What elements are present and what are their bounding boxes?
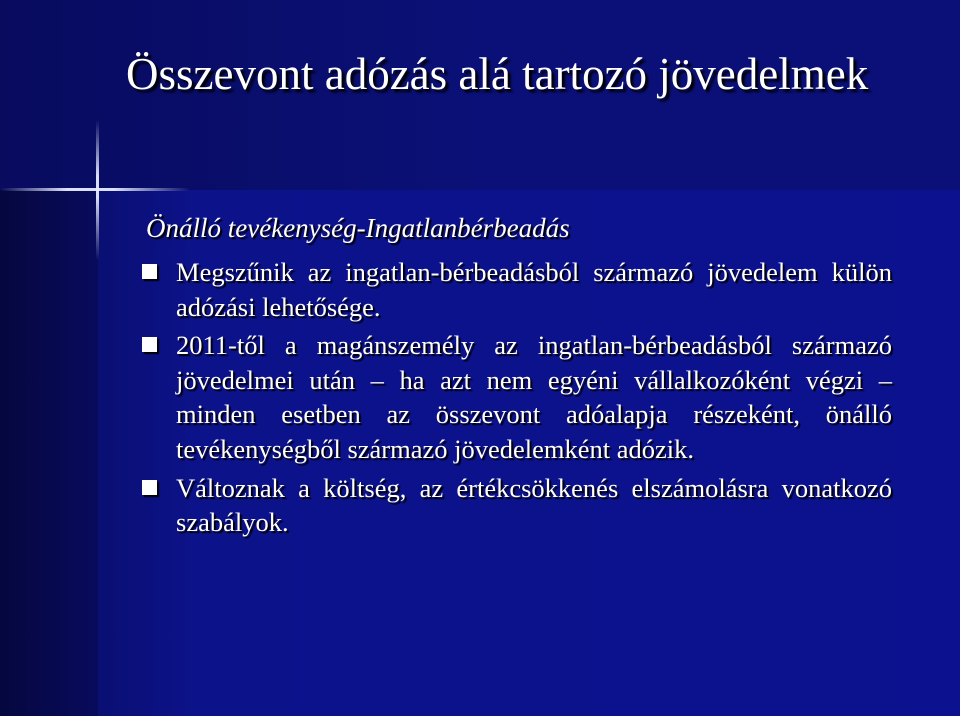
bullet-list [176,255,892,544]
bullet-text: Megszűnik az ingatlan-bérbeadásból származó jövedelem külön adózási lehetősége. [176,257,892,322]
bullet-item [176,471,892,540]
bullet-text: 2011-től a magánszemély az ingatlan-bérbeadásból származó jövedelmei után – ha azt nem egyéni vállalkozóként végzi – minden esetben az összevont adóalapja részeként, önálló tevékenységből származó jövedelemként adózik. [176,330,892,464]
decorative-vertical-line [96,120,99,260]
bullet-item [176,328,892,466]
decorative-horizontal-line [0,188,190,191]
bullet-text: Változnak a költség, az értékcsökkenés elszámolásra vonatkozó szabályok. [176,472,892,538]
bullet-item [176,255,892,324]
left-band [0,190,98,716]
square-bullet-icon [142,337,157,352]
square-bullet-icon [142,264,157,279]
slide-subtitle: Önálló tevékenység-Ingatlanbérbeadás [146,213,570,243]
square-bullet-icon [142,480,157,495]
slide-title: Összevont adózás alá tartozó jövedelmek [126,49,869,99]
